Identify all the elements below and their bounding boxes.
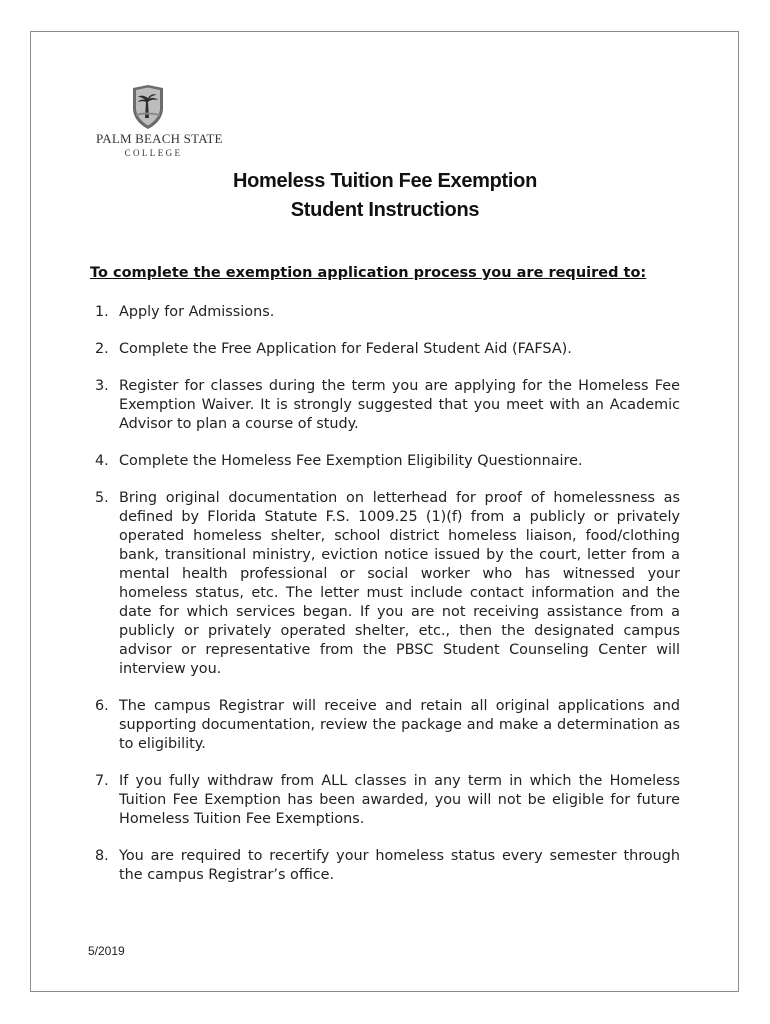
step-number: 4. xyxy=(95,453,109,469)
step-text: If you fully withdraw from ALL classes in any term in which the Homeless Tuition Fee Exemption has been awarded, you will not be eligible for future Homeless Tuition Fee Exemptions. xyxy=(119,773,680,827)
instruction-step-3 xyxy=(95,377,680,434)
instructions-heading: To complete the exemption application process you are required to: xyxy=(90,265,647,281)
step-number: 5. xyxy=(95,490,109,506)
instruction-step-5 xyxy=(95,489,680,679)
instruction-step-1 xyxy=(95,303,680,322)
step-text: Bring original documentation on letterhead for proof of homelessness as defined by Florida Statute F.S. 1009.25 (1)(f) from a publicly or privately operated homeless shelter, school district homeless liaison, food/clothing bank, transitional ministry, eviction notice issued by the court, letter from a mental health professional or social worker who has witnessed your homeless status, etc. The letter must include contact information and the date for which services began. If you are not receiving assistance from a publicly or privately operated shelter, etc., then the designated campus advisor or representative from the PBSC Student Counseling Center will interview you. xyxy=(119,490,680,677)
instruction-step-8 xyxy=(95,847,680,885)
step-number: 6. xyxy=(95,698,109,714)
step-text: Complete the Homeless Fee Exemption Eligibility Questionnaire. xyxy=(119,453,583,469)
instruction-step-6 xyxy=(95,697,680,754)
revision-date: 5/2019 xyxy=(88,944,125,958)
step-text: Apply for Admissions. xyxy=(119,304,275,320)
instruction-list xyxy=(95,303,680,903)
instruction-step-4 xyxy=(95,452,680,471)
step-number: 1. xyxy=(95,304,109,320)
logo-college-subtitle: COLLEGE xyxy=(124,148,183,158)
logo-college-name: PALM BEACH STATE xyxy=(96,131,223,146)
step-text: Register for classes during the term you are applying for the Homeless Fee Exemption Waiver. It is strongly suggested that you meet with an Academic Advisor to plan a course of study. xyxy=(119,378,680,432)
instruction-step-2 xyxy=(95,340,680,359)
step-text: Complete the Free Application for Federal Student Aid (FAFSA). xyxy=(119,341,572,357)
step-number: 8. xyxy=(95,848,109,864)
document-title: Homeless Tuition Fee Exemption xyxy=(232,170,538,192)
instruction-step-7 xyxy=(95,772,680,829)
step-text: The campus Registrar will receive and retain all original applications and supporting documentation, review the package and make a determination as to eligibility. xyxy=(119,698,680,752)
step-text: You are required to recertify your homeless status every semester through the campus Registrar’s office. xyxy=(119,848,680,883)
document-subtitle: Student Instructions xyxy=(290,199,480,221)
step-number: 2. xyxy=(95,341,109,357)
palm-shield-icon xyxy=(130,84,166,130)
step-number: 7. xyxy=(95,773,109,789)
college-logo xyxy=(96,84,223,162)
step-number: 3. xyxy=(95,378,109,394)
